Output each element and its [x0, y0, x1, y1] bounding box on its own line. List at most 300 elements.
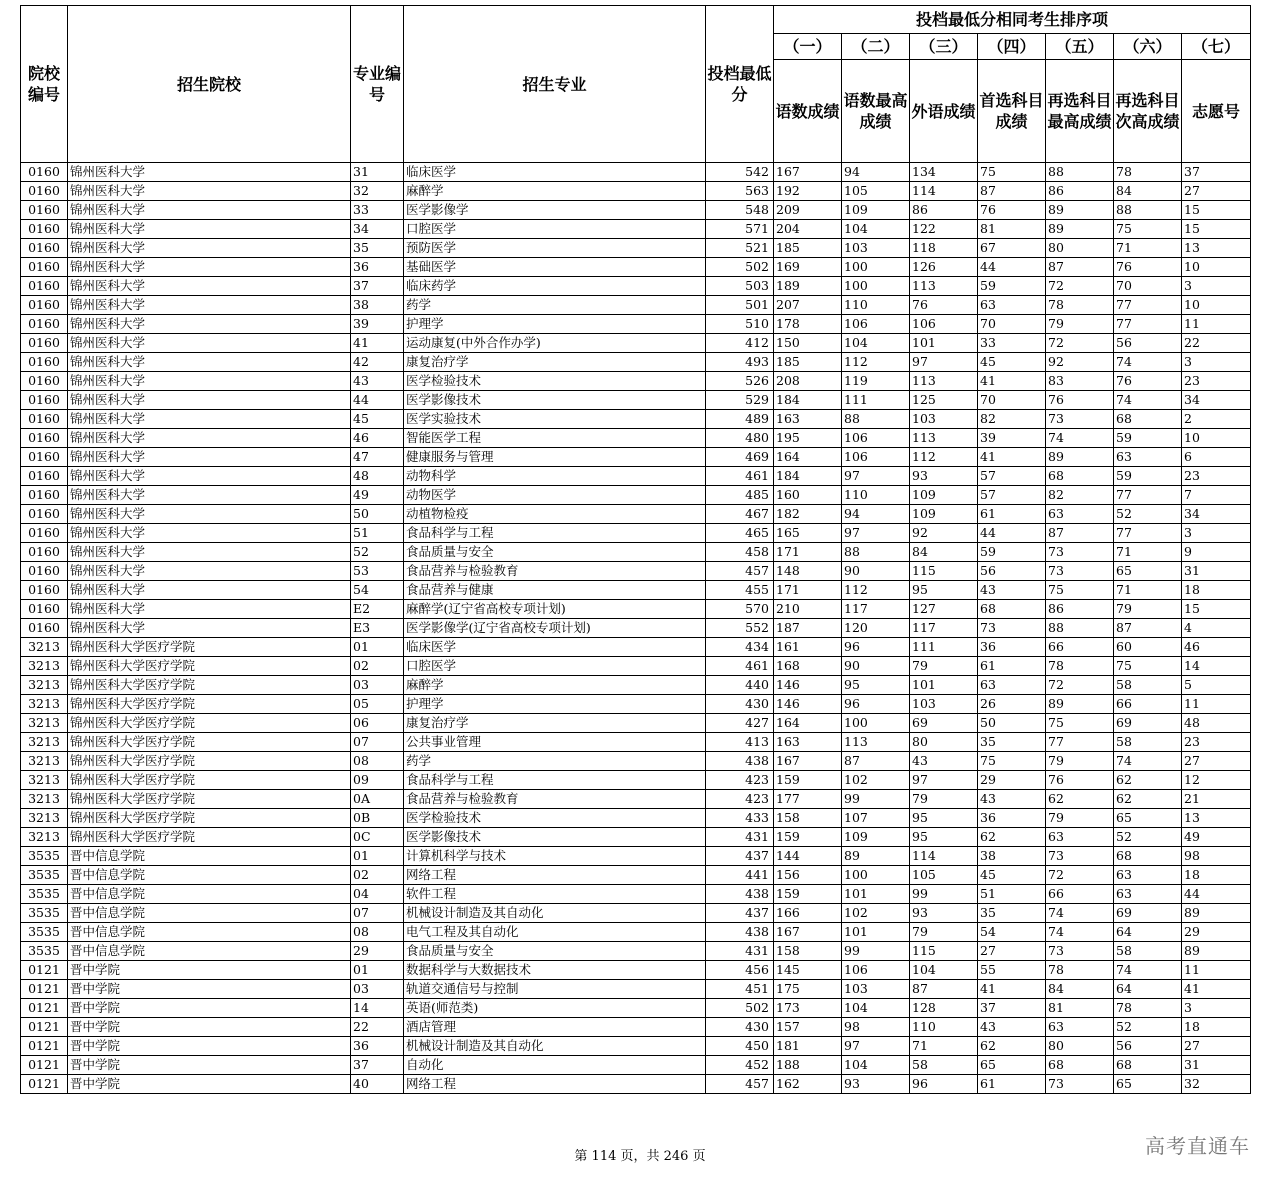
major-name-cell: 麻醉学(辽宁省高校专项计划)	[404, 600, 706, 619]
rank6-cell: 77	[1114, 524, 1182, 543]
rank1-cell: 146	[774, 676, 842, 695]
rank2-cell: 104	[842, 999, 910, 1018]
rank5-cell: 73	[1046, 410, 1114, 429]
major-code-cell: 48	[351, 467, 404, 486]
rank4-cell: 35	[978, 904, 1046, 923]
school-code-cell: 0160	[21, 258, 68, 277]
school-code-cell: 0160	[21, 505, 68, 524]
rank3-cell: 79	[910, 923, 978, 942]
school-code-cell: 0160	[21, 429, 68, 448]
table-row	[21, 277, 1251, 296]
table-row	[21, 1018, 1251, 1037]
min-score-cell: 489	[706, 410, 774, 429]
rank7-cell: 2	[1182, 410, 1251, 429]
rank6-cell: 76	[1114, 258, 1182, 277]
min-score-cell: 526	[706, 372, 774, 391]
major-name-cell: 食品质量与安全	[404, 942, 706, 961]
major-code-cell: 47	[351, 448, 404, 467]
table-row	[21, 866, 1251, 885]
rank3-cell: 122	[910, 220, 978, 239]
school-code-cell: 3535	[21, 866, 68, 885]
school-name-cell: 锦州医科大学	[68, 239, 351, 258]
min-score-cell: 438	[706, 752, 774, 771]
table-row	[21, 562, 1251, 581]
rank6-cell: 69	[1114, 714, 1182, 733]
table-row	[21, 885, 1251, 904]
rank2-cell: 113	[842, 733, 910, 752]
table-header	[21, 6, 1251, 163]
min-score-cell: 461	[706, 467, 774, 486]
table-row	[21, 638, 1251, 657]
rank3-cell: 113	[910, 277, 978, 296]
major-name-cell: 计算机科学与技术	[404, 847, 706, 866]
rank4-cell: 51	[978, 885, 1046, 904]
major-name-cell: 麻醉学	[404, 182, 706, 201]
major-code-cell: 32	[351, 182, 404, 201]
table-row	[21, 467, 1251, 486]
school-code-cell: 3213	[21, 676, 68, 695]
rank2-cell: 105	[842, 182, 910, 201]
rank2-cell: 106	[842, 961, 910, 980]
rank6-cell: 58	[1114, 733, 1182, 752]
school-code-cell: 3213	[21, 752, 68, 771]
rank2-cell: 106	[842, 429, 910, 448]
school-name-cell: 锦州医科大学医疗学院	[68, 790, 351, 809]
rank4-cell: 61	[978, 657, 1046, 676]
rank5-cell: 82	[1046, 486, 1114, 505]
rank6-cell: 56	[1114, 334, 1182, 353]
rank5-cell: 89	[1046, 448, 1114, 467]
table-row	[21, 790, 1251, 809]
major-name-cell: 医学影像技术	[404, 391, 706, 410]
rank6-cell: 58	[1114, 942, 1182, 961]
school-name-cell: 锦州医科大学	[68, 163, 351, 182]
rank5-cell: 63	[1046, 1018, 1114, 1037]
major-name-cell: 食品营养与健康	[404, 581, 706, 600]
major-code-cell: E3	[351, 619, 404, 638]
watermark: 高考直通车	[1145, 1134, 1250, 1158]
school-code-cell: 0160	[21, 448, 68, 467]
rank1-cell: 171	[774, 581, 842, 600]
major-code-cell: 02	[351, 657, 404, 676]
rank3-cell: 101	[910, 676, 978, 695]
rank6-cell: 68	[1114, 847, 1182, 866]
major-code-cell: 01	[351, 847, 404, 866]
rank3-cell: 117	[910, 619, 978, 638]
min-score-cell: 437	[706, 847, 774, 866]
school-name-cell: 锦州医科大学医疗学院	[68, 657, 351, 676]
rank5-cell: 79	[1046, 809, 1114, 828]
rank7-cell: 11	[1182, 961, 1251, 980]
rank2-cell: 102	[842, 771, 910, 790]
rank1-cell: 169	[774, 258, 842, 277]
header-rank-num: （四）	[978, 34, 1046, 60]
min-score-cell: 431	[706, 828, 774, 847]
min-score-cell: 529	[706, 391, 774, 410]
school-code-cell: 3213	[21, 657, 68, 676]
rank6-cell: 78	[1114, 999, 1182, 1018]
rank6-cell: 77	[1114, 486, 1182, 505]
major-name-cell: 网络工程	[404, 866, 706, 885]
rank3-cell: 115	[910, 942, 978, 961]
rank4-cell: 61	[978, 1075, 1046, 1094]
major-name-cell: 麻醉学	[404, 676, 706, 695]
rank2-cell: 109	[842, 201, 910, 220]
min-score-cell: 501	[706, 296, 774, 315]
header-rank-num: （七）	[1182, 34, 1251, 60]
rank5-cell: 68	[1046, 467, 1114, 486]
rank3-cell: 79	[910, 657, 978, 676]
rank3-cell: 118	[910, 239, 978, 258]
rank5-cell: 73	[1046, 847, 1114, 866]
rank3-cell: 99	[910, 885, 978, 904]
rank7-cell: 22	[1182, 334, 1251, 353]
admission-score-table	[20, 5, 1251, 1094]
min-score-cell: 452	[706, 1056, 774, 1075]
rank3-cell: 97	[910, 771, 978, 790]
table-row	[21, 904, 1251, 923]
rank6-cell: 59	[1114, 429, 1182, 448]
min-score-cell: 437	[706, 904, 774, 923]
rank6-cell: 74	[1114, 391, 1182, 410]
rank7-cell: 9	[1182, 543, 1251, 562]
school-name-cell: 锦州医科大学医疗学院	[68, 771, 351, 790]
major-name-cell: 食品科学与工程	[404, 771, 706, 790]
school-name-cell: 锦州医科大学医疗学院	[68, 809, 351, 828]
rank2-cell: 112	[842, 353, 910, 372]
rank6-cell: 63	[1114, 448, 1182, 467]
rank2-cell: 87	[842, 752, 910, 771]
rank5-cell: 83	[1046, 372, 1114, 391]
rank2-cell: 93	[842, 1075, 910, 1094]
school-name-cell: 锦州医科大学医疗学院	[68, 638, 351, 657]
rank6-cell: 62	[1114, 790, 1182, 809]
rank6-cell: 71	[1114, 543, 1182, 562]
rank3-cell: 86	[910, 201, 978, 220]
rank4-cell: 75	[978, 752, 1046, 771]
rank5-cell: 73	[1046, 543, 1114, 562]
school-name-cell: 锦州医科大学	[68, 277, 351, 296]
rank6-cell: 79	[1114, 600, 1182, 619]
school-name-cell: 晋中信息学院	[68, 847, 351, 866]
rank4-cell: 45	[978, 866, 1046, 885]
rank2-cell: 119	[842, 372, 910, 391]
major-name-cell: 食品科学与工程	[404, 524, 706, 543]
rank6-cell: 62	[1114, 771, 1182, 790]
rank4-cell: 43	[978, 581, 1046, 600]
school-name-cell: 锦州医科大学	[68, 201, 351, 220]
rank4-cell: 45	[978, 353, 1046, 372]
rank1-cell: 162	[774, 1075, 842, 1094]
min-score-cell: 458	[706, 543, 774, 562]
rank6-cell: 75	[1114, 657, 1182, 676]
rank1-cell: 165	[774, 524, 842, 543]
school-name-cell: 晋中信息学院	[68, 904, 351, 923]
rank3-cell: 95	[910, 581, 978, 600]
school-name-cell: 锦州医科大学	[68, 334, 351, 353]
rank2-cell: 106	[842, 448, 910, 467]
school-name-cell: 锦州医科大学医疗学院	[68, 733, 351, 752]
rank5-cell: 73	[1046, 942, 1114, 961]
rank7-cell: 46	[1182, 638, 1251, 657]
rank4-cell: 41	[978, 980, 1046, 999]
min-score-cell: 548	[706, 201, 774, 220]
rank7-cell: 44	[1182, 885, 1251, 904]
rank1-cell: 210	[774, 600, 842, 619]
rank2-cell: 103	[842, 980, 910, 999]
major-name-cell: 药学	[404, 752, 706, 771]
school-code-cell: 0160	[21, 600, 68, 619]
rank5-cell: 86	[1046, 600, 1114, 619]
rank2-cell: 100	[842, 277, 910, 296]
school-name-cell: 锦州医科大学	[68, 448, 351, 467]
major-code-cell: 40	[351, 1075, 404, 1094]
rank2-cell: 104	[842, 1056, 910, 1075]
min-score-cell: 570	[706, 600, 774, 619]
rank6-cell: 74	[1114, 353, 1182, 372]
table-row	[21, 581, 1251, 600]
rank6-cell: 63	[1114, 885, 1182, 904]
rank3-cell: 80	[910, 733, 978, 752]
min-score-cell: 450	[706, 1037, 774, 1056]
rank5-cell: 80	[1046, 1037, 1114, 1056]
table-row	[21, 961, 1251, 980]
rank1-cell: 192	[774, 182, 842, 201]
rank3-cell: 95	[910, 828, 978, 847]
rank2-cell: 101	[842, 885, 910, 904]
min-score-cell: 438	[706, 885, 774, 904]
school-code-cell: 0121	[21, 1056, 68, 1075]
min-score-cell: 542	[706, 163, 774, 182]
rank6-cell: 77	[1114, 296, 1182, 315]
rank1-cell: 188	[774, 1056, 842, 1075]
rank6-cell: 74	[1114, 752, 1182, 771]
table-row	[21, 182, 1251, 201]
school-code-cell: 3535	[21, 942, 68, 961]
min-score-cell: 461	[706, 657, 774, 676]
rank1-cell: 189	[774, 277, 842, 296]
rank3-cell: 93	[910, 467, 978, 486]
table-row	[21, 201, 1251, 220]
rank2-cell: 98	[842, 1018, 910, 1037]
rank6-cell: 70	[1114, 277, 1182, 296]
rank7-cell: 11	[1182, 315, 1251, 334]
min-score-cell: 521	[706, 239, 774, 258]
school-code-cell: 0121	[21, 980, 68, 999]
header-rank-label: 语数成绩	[774, 60, 842, 163]
min-score-cell: 571	[706, 220, 774, 239]
rank1-cell: 167	[774, 752, 842, 771]
rank4-cell: 70	[978, 315, 1046, 334]
major-code-cell: 51	[351, 524, 404, 543]
rank1-cell: 204	[774, 220, 842, 239]
table-row	[21, 315, 1251, 334]
min-score-cell: 457	[706, 562, 774, 581]
rank6-cell: 65	[1114, 809, 1182, 828]
table-row	[21, 239, 1251, 258]
rank6-cell: 52	[1114, 1018, 1182, 1037]
rank3-cell: 105	[910, 866, 978, 885]
rank6-cell: 75	[1114, 220, 1182, 239]
major-name-cell: 智能医学工程	[404, 429, 706, 448]
min-score-cell: 423	[706, 771, 774, 790]
major-code-cell: 06	[351, 714, 404, 733]
min-score-cell: 431	[706, 942, 774, 961]
major-name-cell: 软件工程	[404, 885, 706, 904]
rank2-cell: 96	[842, 695, 910, 714]
rank1-cell: 175	[774, 980, 842, 999]
major-code-cell: 01	[351, 961, 404, 980]
rank1-cell: 167	[774, 163, 842, 182]
min-score-cell: 469	[706, 448, 774, 467]
rank5-cell: 77	[1046, 733, 1114, 752]
rank7-cell: 48	[1182, 714, 1251, 733]
rank5-cell: 76	[1046, 391, 1114, 410]
school-code-cell: 0160	[21, 562, 68, 581]
rank4-cell: 37	[978, 999, 1046, 1018]
school-code-cell: 0121	[21, 1018, 68, 1037]
rank7-cell: 15	[1182, 600, 1251, 619]
rank2-cell: 88	[842, 543, 910, 562]
rank1-cell: 185	[774, 239, 842, 258]
table-row	[21, 676, 1251, 695]
rank1-cell: 163	[774, 733, 842, 752]
rank5-cell: 89	[1046, 220, 1114, 239]
rank2-cell: 97	[842, 467, 910, 486]
rank3-cell: 84	[910, 543, 978, 562]
min-score-cell: 552	[706, 619, 774, 638]
rank1-cell: 195	[774, 429, 842, 448]
rank7-cell: 18	[1182, 1018, 1251, 1037]
table-row	[21, 657, 1251, 676]
rank6-cell: 84	[1114, 182, 1182, 201]
rank1-cell: 187	[774, 619, 842, 638]
rank3-cell: 69	[910, 714, 978, 733]
major-code-cell: 44	[351, 391, 404, 410]
rank1-cell: 168	[774, 657, 842, 676]
rank5-cell: 86	[1046, 182, 1114, 201]
rank7-cell: 3	[1182, 353, 1251, 372]
min-score-cell: 441	[706, 866, 774, 885]
min-score-cell: 440	[706, 676, 774, 695]
rank7-cell: 10	[1182, 258, 1251, 277]
rank6-cell: 77	[1114, 315, 1182, 334]
rank1-cell: 158	[774, 809, 842, 828]
rank5-cell: 74	[1046, 429, 1114, 448]
rank1-cell: 159	[774, 828, 842, 847]
rank1-cell: 208	[774, 372, 842, 391]
major-code-cell: 03	[351, 980, 404, 999]
school-name-cell: 锦州医科大学	[68, 543, 351, 562]
rank4-cell: 44	[978, 258, 1046, 277]
table-row	[21, 258, 1251, 277]
rank7-cell: 89	[1182, 942, 1251, 961]
major-code-cell: 54	[351, 581, 404, 600]
rank7-cell: 5	[1182, 676, 1251, 695]
rank5-cell: 75	[1046, 714, 1114, 733]
rank3-cell: 92	[910, 524, 978, 543]
major-code-cell: 33	[351, 201, 404, 220]
table-row	[21, 163, 1251, 182]
rank5-cell: 87	[1046, 524, 1114, 543]
rank3-cell: 87	[910, 980, 978, 999]
school-name-cell: 锦州医科大学	[68, 581, 351, 600]
rank4-cell: 75	[978, 163, 1046, 182]
rank5-cell: 63	[1046, 505, 1114, 524]
rank4-cell: 81	[978, 220, 1046, 239]
rank2-cell: 90	[842, 562, 910, 581]
school-name-cell: 锦州医科大学医疗学院	[68, 752, 351, 771]
school-name-cell: 锦州医科大学	[68, 182, 351, 201]
rank7-cell: 23	[1182, 467, 1251, 486]
rank1-cell: 166	[774, 904, 842, 923]
school-name-cell: 锦州医科大学医疗学院	[68, 695, 351, 714]
school-code-cell: 0160	[21, 201, 68, 220]
rank1-cell: 148	[774, 562, 842, 581]
school-code-cell: 3213	[21, 809, 68, 828]
rank5-cell: 73	[1046, 562, 1114, 581]
rank4-cell: 41	[978, 448, 1046, 467]
table-row	[21, 809, 1251, 828]
rank1-cell: 146	[774, 695, 842, 714]
major-name-cell: 运动康复(中外合作办学)	[404, 334, 706, 353]
rank2-cell: 104	[842, 220, 910, 239]
table-row	[21, 1037, 1251, 1056]
min-score-cell: 412	[706, 334, 774, 353]
rank3-cell: 114	[910, 182, 978, 201]
min-score-cell: 433	[706, 809, 774, 828]
major-name-cell: 康复治疗学	[404, 714, 706, 733]
rank7-cell: 11	[1182, 695, 1251, 714]
rank4-cell: 29	[978, 771, 1046, 790]
header-rank-label: 语数最高成绩	[842, 60, 910, 163]
major-code-cell: 43	[351, 372, 404, 391]
rank1-cell: 207	[774, 296, 842, 315]
major-code-cell: 0A	[351, 790, 404, 809]
major-code-cell: 37	[351, 277, 404, 296]
rank1-cell: 144	[774, 847, 842, 866]
major-code-cell: 04	[351, 885, 404, 904]
min-score-cell: 510	[706, 315, 774, 334]
header-school-code: 院校编号	[21, 6, 68, 163]
major-code-cell: 29	[351, 942, 404, 961]
rank2-cell: 110	[842, 296, 910, 315]
header-rank-num: （二）	[842, 34, 910, 60]
major-name-cell: 护理学	[404, 695, 706, 714]
school-code-cell: 0160	[21, 182, 68, 201]
rank1-cell: 181	[774, 1037, 842, 1056]
major-code-cell: 08	[351, 752, 404, 771]
min-score-cell: 502	[706, 999, 774, 1018]
table-row	[21, 410, 1251, 429]
rank6-cell: 71	[1114, 581, 1182, 600]
header-rank-label: 外语成绩	[910, 60, 978, 163]
min-score-cell: 430	[706, 695, 774, 714]
rank5-cell: 73	[1046, 1075, 1114, 1094]
rank3-cell: 126	[910, 258, 978, 277]
min-score-cell: 503	[706, 277, 774, 296]
rank1-cell: 177	[774, 790, 842, 809]
rank1-cell: 184	[774, 467, 842, 486]
rank2-cell: 97	[842, 1037, 910, 1056]
major-name-cell: 酒店管理	[404, 1018, 706, 1037]
rank1-cell: 182	[774, 505, 842, 524]
table-row	[21, 505, 1251, 524]
rank7-cell: 3	[1182, 999, 1251, 1018]
rank1-cell: 163	[774, 410, 842, 429]
rank1-cell: 209	[774, 201, 842, 220]
table-row	[21, 391, 1251, 410]
